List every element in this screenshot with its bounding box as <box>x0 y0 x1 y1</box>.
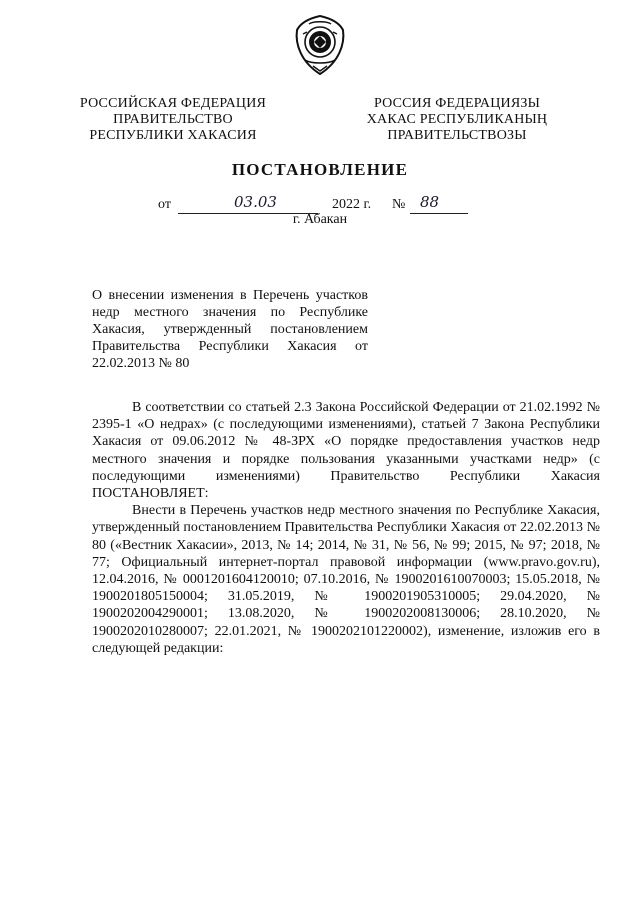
body-paragraph-2: Внести в Перечень участков недр местного значения по Республике Хакасия, утвержденный постановлением Правительства Республики Хакасия от 22.02.2013 № 80 («Вестник Хакасии», 2013, № 14; 2014, № 31, № 56, № 99; 2015, № 97; 2018, № 77; Официальный интернет-портал правовой информации (www.pravo.gov.ru), 12.04.2016, № 0001201604120010; 07.10.2016, № 1900201610070003; 15.05.2018, № 1900201805150004; 31.05.2019, № 1900201905310005; 29.04.2020, № 1900202004290001; 13.08.2020, № 1900202008130006; 28.10.2020, № 1900202010280007; 22.01.2021, № 1900202101220002), изменение, изложив его в следующей редакции: <box>92 503 600 656</box>
header-right-line: ПРАВИТЕЛЬСТВОЗЫ <box>387 128 527 143</box>
header-right <box>362 96 552 144</box>
date-prefix: от <box>158 197 171 212</box>
header-left-line: ПРАВИТЕЛЬСТВО <box>113 112 233 127</box>
date-handwritten: 03.03 <box>234 193 277 211</box>
coat-of-arms-emblem-icon <box>293 14 347 76</box>
header-left-line: РОССИЙСКАЯ ФЕДЕРАЦИЯ <box>79 96 267 111</box>
header-right-line: ХАКАС РЕСПУБЛИКАНЫҢ <box>366 112 548 127</box>
header-left-line: РЕСПУБЛИКИ ХАКАСИЯ <box>89 128 257 143</box>
year-text: 2022 г. <box>332 197 372 212</box>
header-right-line: РОССИЯ ФЕДЕРАЦИЯЗЫ <box>373 96 541 111</box>
decree-subject: О внесении изменения в Перечень участков недр местного значения по Республике Хакасия, утвержденный постановлением Правительства Республики Хакасия от 22.02.2013 № 80 <box>92 288 368 371</box>
number-label: № <box>392 197 406 212</box>
document-title: ПОСТАНОВЛЕНИЕ <box>231 160 409 179</box>
decree-body <box>92 399 600 657</box>
header-left <box>78 96 268 144</box>
number-handwritten: 88 <box>420 193 440 211</box>
city-name: г. Абакан <box>292 212 348 227</box>
body-paragraph-1: В соответствии со статьей 2.3 Закона Российской Федерации от 21.02.1992 № 2395-1 «О недрах» (с последующими изменениями), статьей 7 Закона Республики Хакасия от 09.06.2012 № 48-ЗРХ «О порядке предоставления участков недр местного значения и порядке пользования указанными участками недр» (с последующими изменениями) Правительство Республики Хакасия ПОСТАНОВЛЯЕТ: <box>92 400 600 502</box>
